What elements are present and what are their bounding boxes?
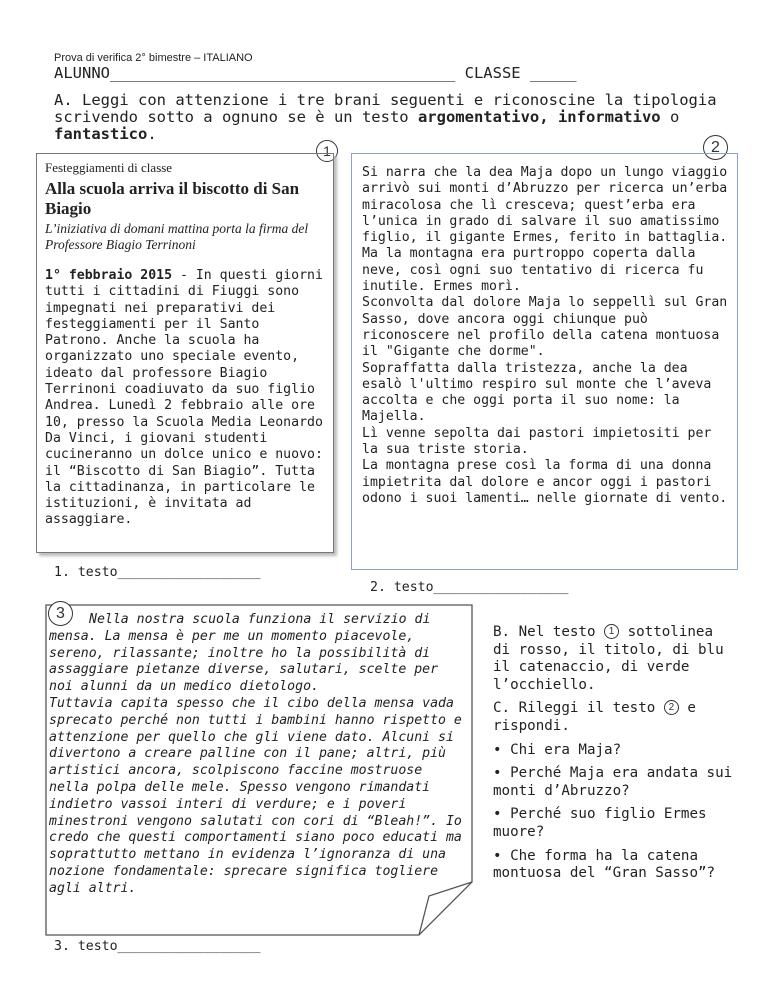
- instruction-end: .: [147, 125, 157, 143]
- question-b-prefix: B. Nel testo: [493, 624, 596, 640]
- question-b: [493, 624, 733, 694]
- text-2-box: [351, 153, 738, 570]
- classe-blank: _____: [529, 64, 577, 82]
- instruction-a: [54, 92, 734, 143]
- legend-body: Si narra che la dea Maja dopo un lungo viaggio arrivò sui monti d’Abruzzo per ricerca un’erba miracolosa che lì cresceva; quest’erba era l’unica in grado di salvare il suo amatissimo figlio, il gigante Ermes, ferito in battaglia. Ma la montagna era purtroppo coperta dalla neve, così ogni suo tentativo di ricerca fu inutile. Ermes morì. Sconvolta dal dolore Maja lo seppellì sul Gran Sasso, dove ancora oggi chiunque può riconoscere nel profilo della catena montuosa il "Gigante che dorme". Sopraffatta dalla tristezza, anche la dea esalò l'ultimo respiro sul monte che l’aveva accolta e che oggi porta il suo nome: la Majella. Lì venne sepolta dai pastori impietositi per la sua triste storia. La montagna prese così la forma di una donna impietrita dal dolore e ancor oggi i pastori odono i suoi lamenti… nelle giornate di vento.: [362, 165, 728, 506]
- instruction-or: o: [660, 108, 680, 126]
- article-title: Alla scuola arriva il biscotto di San Biagio: [45, 179, 300, 218]
- question-item: • Che forma ha la catena montuosa del “Gran Sasso”?: [493, 847, 716, 882]
- option-informativo: informativo: [557, 108, 661, 126]
- catenaccio: L’iniziativa di domani mattina porta la firma del Professore Biagio Terrinoni: [45, 221, 309, 252]
- text-1-box: [36, 153, 334, 553]
- article-body-text: - In questi giorni tutti i cittadini di Fiuggi sono impegnati nei preparativi dei festeggiamenti per il Santo Patrono. Anche la scuola ha organizzato uno speciale evento, ideato dal professore Biagio Terrinoni coadiuvato da suo figlio Andrea. Lunedì 2 febbraio alle ore 10, presso la Scuola Media Leonardo Da Vinci, i giovani studenti cucineranno un dolce unico e nuovo: il “Biscotto di San Biagio”. Tutta la cittadinanza, in particolare le istituzioni, è invitata ad assaggiare.: [45, 268, 323, 528]
- question-c-prefix: C. Rileggi il testo: [493, 700, 656, 717]
- text-number-1-badge: 1: [316, 140, 338, 162]
- text-3-box: [45, 604, 473, 936]
- test-header-title: Prova di verifica 2° bimestre – ITALIANO: [54, 52, 253, 64]
- article-date: 1° febbraio 2015: [45, 268, 173, 283]
- occhiello: Festeggiamenti di classe: [45, 160, 173, 175]
- option-fantastico: fantastico: [54, 125, 148, 143]
- option-argomentativo: argomentativo,: [417, 108, 549, 126]
- text-ref-2-badge: 2: [664, 700, 679, 715]
- questions-column: [493, 624, 733, 883]
- question-b-text: sottolinea di rosso, il titolo, di blu il catenaccio, di verde l’occhiello.: [493, 624, 724, 693]
- answer-line-3: 3. testo__________________: [54, 939, 261, 954]
- text-ref-1-badge: 1: [604, 624, 619, 639]
- question-item: • Chi era Maja?: [493, 741, 622, 758]
- answer-line-1: 1. testo__________________: [54, 565, 261, 580]
- question-c: [493, 700, 733, 735]
- article-body: [45, 268, 327, 529]
- answer-line-2: 2. testo_________________: [370, 580, 569, 595]
- question-item: • Perché Maja era andata sui monti d’Abruzzo?: [493, 765, 733, 799]
- argument-body: Nella nostra scuola funziona il servizio di mensa. La mensa è per me un momento piacevole, sereno, rilassante; inoltre ho la possibilità di assaggiare pietanze diverse, salutari, scelte per noi alunni da un medico dietologo. Tuttavia capita spesso che il cibo della mensa vada sprecato perché non tutti i bambini hanno rispetto e attenzione per quello che gli viene dato. Alcuni si divertono a creare palline con il pane; altri, più artistici ancora, scolpiscono faccine mostruose nella polpa delle mele. Spesso vengono rimandati indietro vassoi interi di verdure; e i poveri minestroni vengono salutati con cori di “Bleah!”. Io credo che questi comportamenti siano poco educati ma soprattutto mettano in evidenza l’ignoranza di una nozione fondamentale: sprecare significa togliere agli altri.: [49, 612, 462, 896]
- student-info-line: [54, 64, 577, 82]
- classe-label: CLASSE: [464, 64, 521, 82]
- question-c-text: e rispondi.: [493, 700, 696, 734]
- alunno-label: ALUNNO: [54, 64, 110, 82]
- instruction-text: A. Leggi con attenzione i tre brani seguenti e riconoscine la tipologia scrivendo sotto a ognuno se è un testo: [54, 91, 717, 126]
- text-number-3-badge: 3: [48, 601, 73, 626]
- alunno-blank: _____________________________________: [110, 64, 456, 82]
- text-number-2-badge: 2: [703, 135, 728, 160]
- question-item: • Perché suo figlio Ermes muore?: [493, 806, 707, 840]
